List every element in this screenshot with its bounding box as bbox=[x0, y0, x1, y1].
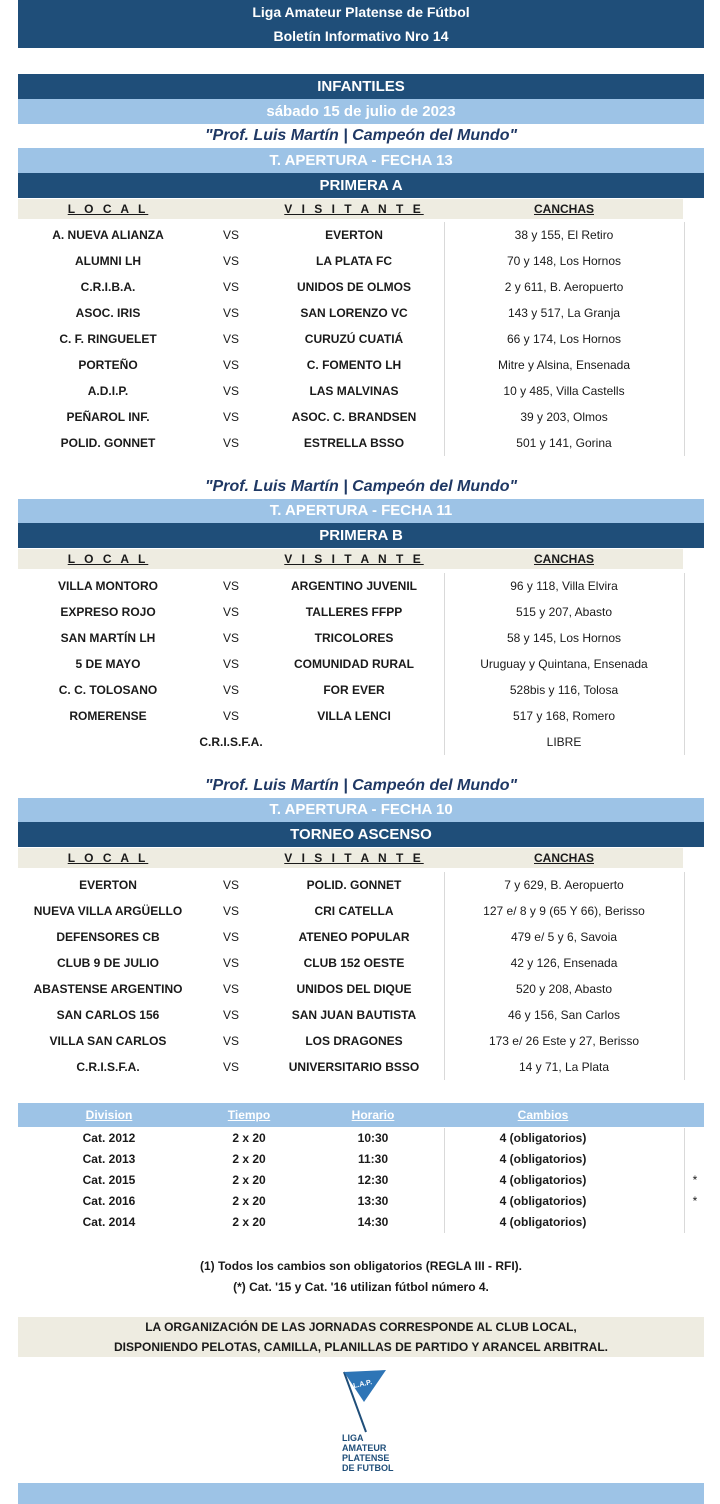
cell-divider bbox=[444, 950, 445, 976]
match-row bbox=[18, 924, 704, 950]
logo-flag-text: L.A.P. bbox=[352, 1379, 373, 1390]
free-label: LIBRE bbox=[546, 735, 582, 749]
cell-divider bbox=[444, 404, 445, 430]
cell-divider bbox=[684, 573, 685, 599]
cell-divider bbox=[684, 430, 685, 456]
field-location: 66 y 174, Los Hornos bbox=[506, 332, 622, 346]
match-list bbox=[18, 222, 704, 456]
local-team: ROMERENSE bbox=[69, 709, 147, 723]
cell-divider bbox=[444, 1149, 445, 1170]
versus-label: VS bbox=[222, 436, 239, 450]
local-team: C.R.I.S.F.A. bbox=[76, 1060, 140, 1074]
local-team: ASOC. IRIS bbox=[75, 306, 141, 320]
cell-divider bbox=[684, 300, 685, 326]
col-local: L O C A L bbox=[67, 202, 149, 216]
versus-label: VS bbox=[222, 254, 239, 268]
substitutions: 4 (obligatorios) bbox=[499, 1215, 587, 1229]
substitutions: 4 (obligatorios) bbox=[499, 1173, 587, 1187]
category-name: Cat. 2014 bbox=[82, 1215, 136, 1229]
local-team: C. F. RINGUELET bbox=[59, 332, 157, 346]
match-row bbox=[18, 599, 704, 625]
division-title: TORNEO ASCENSO bbox=[18, 822, 704, 847]
cell-divider bbox=[444, 352, 445, 378]
cell-divider bbox=[684, 976, 685, 1002]
col-division: Division bbox=[85, 1108, 133, 1122]
match-row bbox=[18, 248, 704, 274]
versus-label: VS bbox=[222, 384, 239, 398]
field-location: Mitre y Alsina, Ensenada bbox=[497, 358, 631, 372]
cell-divider bbox=[684, 1212, 685, 1233]
kickoff-time: 12:30 bbox=[357, 1173, 389, 1187]
logo-line: PLATENSE bbox=[342, 1453, 390, 1463]
versus-label: VS bbox=[222, 930, 239, 944]
field-location: 14 y 71, La Plata bbox=[518, 1060, 610, 1074]
local-team: NUEVA VILLA ARGÜELLO bbox=[33, 904, 183, 918]
asterisk-mark: * bbox=[692, 1194, 698, 1208]
field-location: 143 y 517, La Granja bbox=[507, 306, 621, 320]
match-row bbox=[18, 1054, 704, 1080]
col-local: L O C A L bbox=[67, 851, 149, 865]
visiting-team: TRICOLORES bbox=[314, 631, 394, 645]
info-row bbox=[18, 1170, 704, 1191]
division-title: PRIMERA A bbox=[18, 173, 704, 198]
match-row bbox=[18, 872, 704, 898]
visiting-team: CLUB 152 OESTE bbox=[303, 956, 405, 970]
column-header-row bbox=[18, 549, 683, 569]
visiting-team: UNIVERSITARIO BSSO bbox=[288, 1060, 420, 1074]
cell-divider bbox=[444, 1028, 445, 1054]
cell-divider bbox=[444, 898, 445, 924]
cell-divider bbox=[684, 703, 685, 729]
logo-line: DE FUTBOL bbox=[342, 1463, 394, 1473]
substitutions: 4 (obligatorios) bbox=[499, 1194, 587, 1208]
match-row bbox=[18, 898, 704, 924]
col-canchas: CANCHAS bbox=[534, 552, 594, 566]
visiting-team: LOS DRAGONES bbox=[305, 1034, 403, 1048]
local-team: A.D.I.P. bbox=[87, 384, 129, 398]
cell-divider bbox=[684, 1128, 685, 1149]
match-row bbox=[18, 326, 704, 352]
cell-divider bbox=[444, 677, 445, 703]
field-location: 2 y 611, B. Aeropuerto bbox=[504, 280, 624, 294]
note-changes: (1) Todos los cambios son obligatorios (REGLA III - RFI). bbox=[199, 1259, 522, 1273]
cell-divider bbox=[444, 248, 445, 274]
col-cambios: Cambios bbox=[517, 1108, 569, 1122]
cell-divider bbox=[444, 1002, 445, 1028]
category-name: Cat. 2016 bbox=[82, 1194, 136, 1208]
cell-divider bbox=[444, 599, 445, 625]
cell-divider bbox=[684, 1191, 685, 1212]
match-row bbox=[18, 300, 704, 326]
kickoff-time: 11:30 bbox=[357, 1152, 389, 1166]
match-row bbox=[18, 573, 704, 599]
cell-divider bbox=[444, 1170, 445, 1191]
versus-label: VS bbox=[222, 605, 239, 619]
match-time: 2 x 20 bbox=[232, 1152, 266, 1166]
visiting-team: SAN JUAN BAUTISTA bbox=[291, 1008, 417, 1022]
col-canchas: CANCHAS bbox=[534, 202, 594, 216]
cell-divider bbox=[684, 651, 685, 677]
field-location: 7 y 629, B. Aeropuerto bbox=[504, 878, 624, 892]
cell-divider bbox=[684, 326, 685, 352]
versus-label: VS bbox=[222, 280, 239, 294]
category-name: Cat. 2013 bbox=[82, 1152, 136, 1166]
local-team: C. C. TOLOSANO bbox=[58, 683, 158, 697]
versus-label: VS bbox=[222, 631, 239, 645]
visiting-team: POLID. GONNET bbox=[306, 878, 402, 892]
fecha-title: T. APERTURA - FECHA 13 bbox=[18, 148, 704, 173]
logo-line: AMATEUR bbox=[342, 1443, 387, 1453]
fecha-title: T. APERTURA - FECHA 10 bbox=[18, 798, 704, 822]
info-table-body bbox=[18, 1128, 704, 1233]
field-location: 10 y 485, Villa Castells bbox=[503, 384, 625, 398]
match-list bbox=[18, 872, 704, 1080]
info-row bbox=[18, 1149, 704, 1170]
local-team: EXPRESO ROJO bbox=[60, 605, 156, 619]
field-location: 58 y 145, Los Hornos bbox=[506, 631, 622, 645]
visiting-team: EVERTON bbox=[325, 228, 383, 242]
cell-divider bbox=[444, 924, 445, 950]
match-time: 2 x 20 bbox=[232, 1215, 266, 1229]
asterisk-mark: * bbox=[692, 1173, 698, 1187]
visiting-team: LA PLATA FC bbox=[316, 254, 392, 268]
tribute-text: "Prof. Luis Martín | Campeón del Mundo" bbox=[204, 777, 518, 794]
cell-divider bbox=[684, 677, 685, 703]
local-team: PEÑAROL INF. bbox=[66, 410, 150, 424]
match-row bbox=[18, 404, 704, 430]
visiting-team: COMUNIDAD RURAL bbox=[294, 657, 414, 671]
cell-divider bbox=[444, 326, 445, 352]
field-location: 96 y 118, Villa Elvira bbox=[510, 579, 618, 593]
logo-line: LIGA bbox=[342, 1433, 364, 1443]
field-location: 528bis y 116, Tolosa bbox=[509, 683, 619, 697]
visiting-team: ATENEO POPULAR bbox=[298, 930, 410, 944]
organization-line: DISPONIENDO PELOTAS, CAMILLA, PLANILLAS DE PARTIDO Y ARANCEL ARBITRAL. bbox=[113, 1340, 608, 1354]
match-row bbox=[18, 976, 704, 1002]
field-location: 127 e/ 8 y 9 (65 Y 66), Berisso bbox=[483, 904, 645, 918]
bulletin-number: Boletín Informativo Nro 14 bbox=[273, 28, 449, 44]
versus-label: VS bbox=[222, 579, 239, 593]
local-team: PORTEÑO bbox=[78, 358, 138, 372]
field-location: 479 e/ 5 y 6, Savoia bbox=[510, 930, 618, 944]
col-tiempo: Tiempo bbox=[227, 1108, 271, 1122]
versus-label: VS bbox=[222, 878, 239, 892]
visiting-team: ARGENTINO JUVENIL bbox=[290, 579, 417, 593]
cell-divider bbox=[684, 872, 685, 898]
cell-divider bbox=[684, 404, 685, 430]
info-row bbox=[18, 1212, 704, 1233]
local-team: 5 DE MAYO bbox=[75, 657, 141, 671]
cell-divider bbox=[684, 274, 685, 300]
category-title: INFANTILES bbox=[18, 74, 704, 99]
fecha-title: T. APERTURA - FECHA 11 bbox=[18, 499, 704, 523]
visiting-team: C. FOMENTO LH bbox=[306, 358, 402, 372]
versus-label: VS bbox=[222, 982, 239, 996]
cell-divider bbox=[684, 1002, 685, 1028]
cell-divider bbox=[684, 729, 685, 755]
match-row bbox=[18, 378, 704, 404]
tribute-text: "Prof. Luis Martín | Campeón del Mundo" bbox=[204, 127, 518, 144]
versus-label: VS bbox=[222, 332, 239, 346]
match-time: 2 x 20 bbox=[232, 1194, 266, 1208]
col-visitante: V I S I T A N T E bbox=[284, 851, 424, 865]
cell-divider bbox=[444, 625, 445, 651]
column-header-row bbox=[18, 848, 683, 868]
versus-label: VS bbox=[222, 228, 239, 242]
match-row bbox=[18, 1002, 704, 1028]
organization-line: LA ORGANIZACIÓN DE LAS JORNADAS CORRESPONDE AL CLUB LOCAL, bbox=[145, 1320, 577, 1334]
visiting-team: SAN LORENZO VC bbox=[300, 306, 408, 320]
cell-divider bbox=[684, 222, 685, 248]
versus-label: VS bbox=[222, 1034, 239, 1048]
match-row bbox=[18, 625, 704, 651]
kickoff-time: 13:30 bbox=[357, 1194, 389, 1208]
cell-divider bbox=[444, 274, 445, 300]
visiting-team: UNIDOS DE OLMOS bbox=[296, 280, 411, 294]
field-location: 515 y 207, Abasto bbox=[515, 605, 613, 619]
field-location: 38 y 155, El Retiro bbox=[514, 228, 614, 242]
column-header-row bbox=[18, 199, 683, 219]
cell-divider bbox=[684, 378, 685, 404]
field-location: 39 y 203, Olmos bbox=[520, 410, 608, 424]
local-team: EVERTON bbox=[79, 878, 137, 892]
match-row bbox=[18, 677, 704, 703]
tribute-text: "Prof. Luis Martín | Campeón del Mundo" bbox=[204, 478, 518, 495]
match-time: 2 x 20 bbox=[232, 1173, 266, 1187]
match-list bbox=[18, 573, 704, 755]
versus-label: VS bbox=[222, 904, 239, 918]
versus-label: VS bbox=[222, 410, 239, 424]
cell-divider bbox=[444, 703, 445, 729]
match-row bbox=[18, 651, 704, 677]
cell-divider bbox=[444, 222, 445, 248]
note-ball: (*) Cat. '15 y Cat. '16 utilizan fútbol número 4. bbox=[233, 1280, 489, 1294]
category-name: Cat. 2015 bbox=[82, 1173, 136, 1187]
local-team: DEFENSORES CB bbox=[56, 930, 160, 944]
versus-label: VS bbox=[222, 1008, 239, 1022]
substitutions: 4 (obligatorios) bbox=[499, 1131, 587, 1145]
footer-bar bbox=[18, 1483, 704, 1504]
kickoff-time: 14:30 bbox=[357, 1215, 389, 1229]
cell-divider bbox=[444, 573, 445, 599]
versus-label: VS bbox=[222, 1060, 239, 1074]
field-location: 520 y 208, Abasto bbox=[515, 982, 613, 996]
match-date: sábado 15 de julio de 2023 bbox=[18, 99, 704, 124]
cell-divider bbox=[444, 378, 445, 404]
field-location: 173 e/ 26 Este y 27, Berisso bbox=[488, 1034, 640, 1048]
local-team: ABASTENSE ARGENTINO bbox=[33, 982, 183, 996]
match-row bbox=[18, 430, 704, 456]
cell-divider bbox=[684, 1028, 685, 1054]
cell-divider bbox=[444, 976, 445, 1002]
match-time: 2 x 20 bbox=[232, 1131, 266, 1145]
field-location: Uruguay y Quintana, Ensenada bbox=[480, 657, 648, 671]
visiting-team: UNIDOS DEL DIQUE bbox=[296, 982, 412, 996]
match-row bbox=[18, 703, 704, 729]
visiting-team: CRI CATELLA bbox=[314, 904, 394, 918]
cell-divider bbox=[684, 924, 685, 950]
local-team: ALUMNI LH bbox=[75, 254, 141, 268]
versus-label: VS bbox=[222, 358, 239, 372]
local-team: VILLA MONTORO bbox=[58, 579, 158, 593]
cell-divider bbox=[684, 599, 685, 625]
field-location: 517 y 168, Romero bbox=[512, 709, 616, 723]
col-horario: Horario bbox=[351, 1108, 395, 1122]
col-local: L O C A L bbox=[67, 552, 149, 566]
cell-divider bbox=[684, 1054, 685, 1080]
field-location: 46 y 156, San Carlos bbox=[507, 1008, 621, 1022]
league-name: Liga Amateur Platense de Fútbol bbox=[252, 4, 470, 20]
info-row bbox=[18, 1191, 704, 1212]
match-row bbox=[18, 274, 704, 300]
field-location: 70 y 148, Los Hornos bbox=[506, 254, 622, 268]
local-team: POLID. GONNET bbox=[60, 436, 156, 450]
visiting-team: ASOC. C. BRANDSEN bbox=[291, 410, 417, 424]
versus-label: VS bbox=[222, 709, 239, 723]
col-canchas: CANCHAS bbox=[534, 851, 594, 865]
visiting-team: TALLERES FFPP bbox=[305, 605, 403, 619]
info-row bbox=[18, 1128, 704, 1149]
visiting-team: LAS MALVINAS bbox=[309, 384, 399, 398]
free-team: C.R.I.S.F.A. bbox=[199, 735, 263, 749]
local-team: VILLA SAN CARLOS bbox=[49, 1034, 167, 1048]
cell-divider bbox=[444, 1054, 445, 1080]
substitutions: 4 (obligatorios) bbox=[499, 1152, 587, 1166]
versus-label: VS bbox=[222, 683, 239, 697]
cell-divider bbox=[444, 1128, 445, 1149]
cell-divider bbox=[684, 352, 685, 378]
category-name: Cat. 2012 bbox=[82, 1131, 136, 1145]
field-location: 42 y 126, Ensenada bbox=[510, 956, 618, 970]
cell-divider bbox=[684, 898, 685, 924]
kickoff-time: 10:30 bbox=[357, 1131, 389, 1145]
local-team: A. NUEVA ALIANZA bbox=[52, 228, 164, 242]
local-team: SAN MARTÍN LH bbox=[60, 631, 156, 645]
logo-wordmark bbox=[342, 1433, 394, 1473]
match-row bbox=[18, 222, 704, 248]
info-table-header bbox=[18, 1103, 704, 1127]
cell-divider bbox=[684, 1149, 685, 1170]
versus-label: VS bbox=[222, 306, 239, 320]
organization-notice bbox=[18, 1317, 704, 1357]
cell-divider bbox=[444, 1212, 445, 1233]
visiting-team: VILLA LENCI bbox=[317, 709, 391, 723]
cell-divider bbox=[444, 300, 445, 326]
field-location: 501 y 141, Gorina bbox=[516, 436, 612, 450]
versus-label: VS bbox=[222, 657, 239, 671]
cell-divider bbox=[444, 1191, 445, 1212]
division-title: PRIMERA B bbox=[18, 523, 704, 548]
match-row bbox=[18, 950, 704, 976]
match-row bbox=[18, 352, 704, 378]
cell-divider bbox=[444, 729, 445, 755]
col-visitante: V I S I T A N T E bbox=[284, 552, 424, 566]
cell-divider bbox=[444, 430, 445, 456]
local-team: CLUB 9 DE JULIO bbox=[56, 956, 159, 970]
cell-divider bbox=[684, 248, 685, 274]
cell-divider bbox=[684, 1170, 685, 1191]
match-row bbox=[18, 1028, 704, 1054]
versus-label: VS bbox=[222, 956, 239, 970]
visiting-team: FOR EVER bbox=[323, 683, 385, 697]
cell-divider bbox=[684, 950, 685, 976]
cell-divider bbox=[444, 651, 445, 677]
cell-divider bbox=[444, 872, 445, 898]
local-team: C.R.I.B.A. bbox=[80, 280, 136, 294]
cell-divider bbox=[684, 625, 685, 651]
free-team-row bbox=[18, 729, 704, 755]
local-team: SAN CARLOS 156 bbox=[56, 1008, 160, 1022]
col-visitante: V I S I T A N T E bbox=[284, 202, 424, 216]
bulletin-header bbox=[18, 0, 704, 48]
visiting-team: CURUZÚ CUATIÁ bbox=[304, 332, 404, 346]
visiting-team: ESTRELLA BSSO bbox=[303, 436, 405, 450]
